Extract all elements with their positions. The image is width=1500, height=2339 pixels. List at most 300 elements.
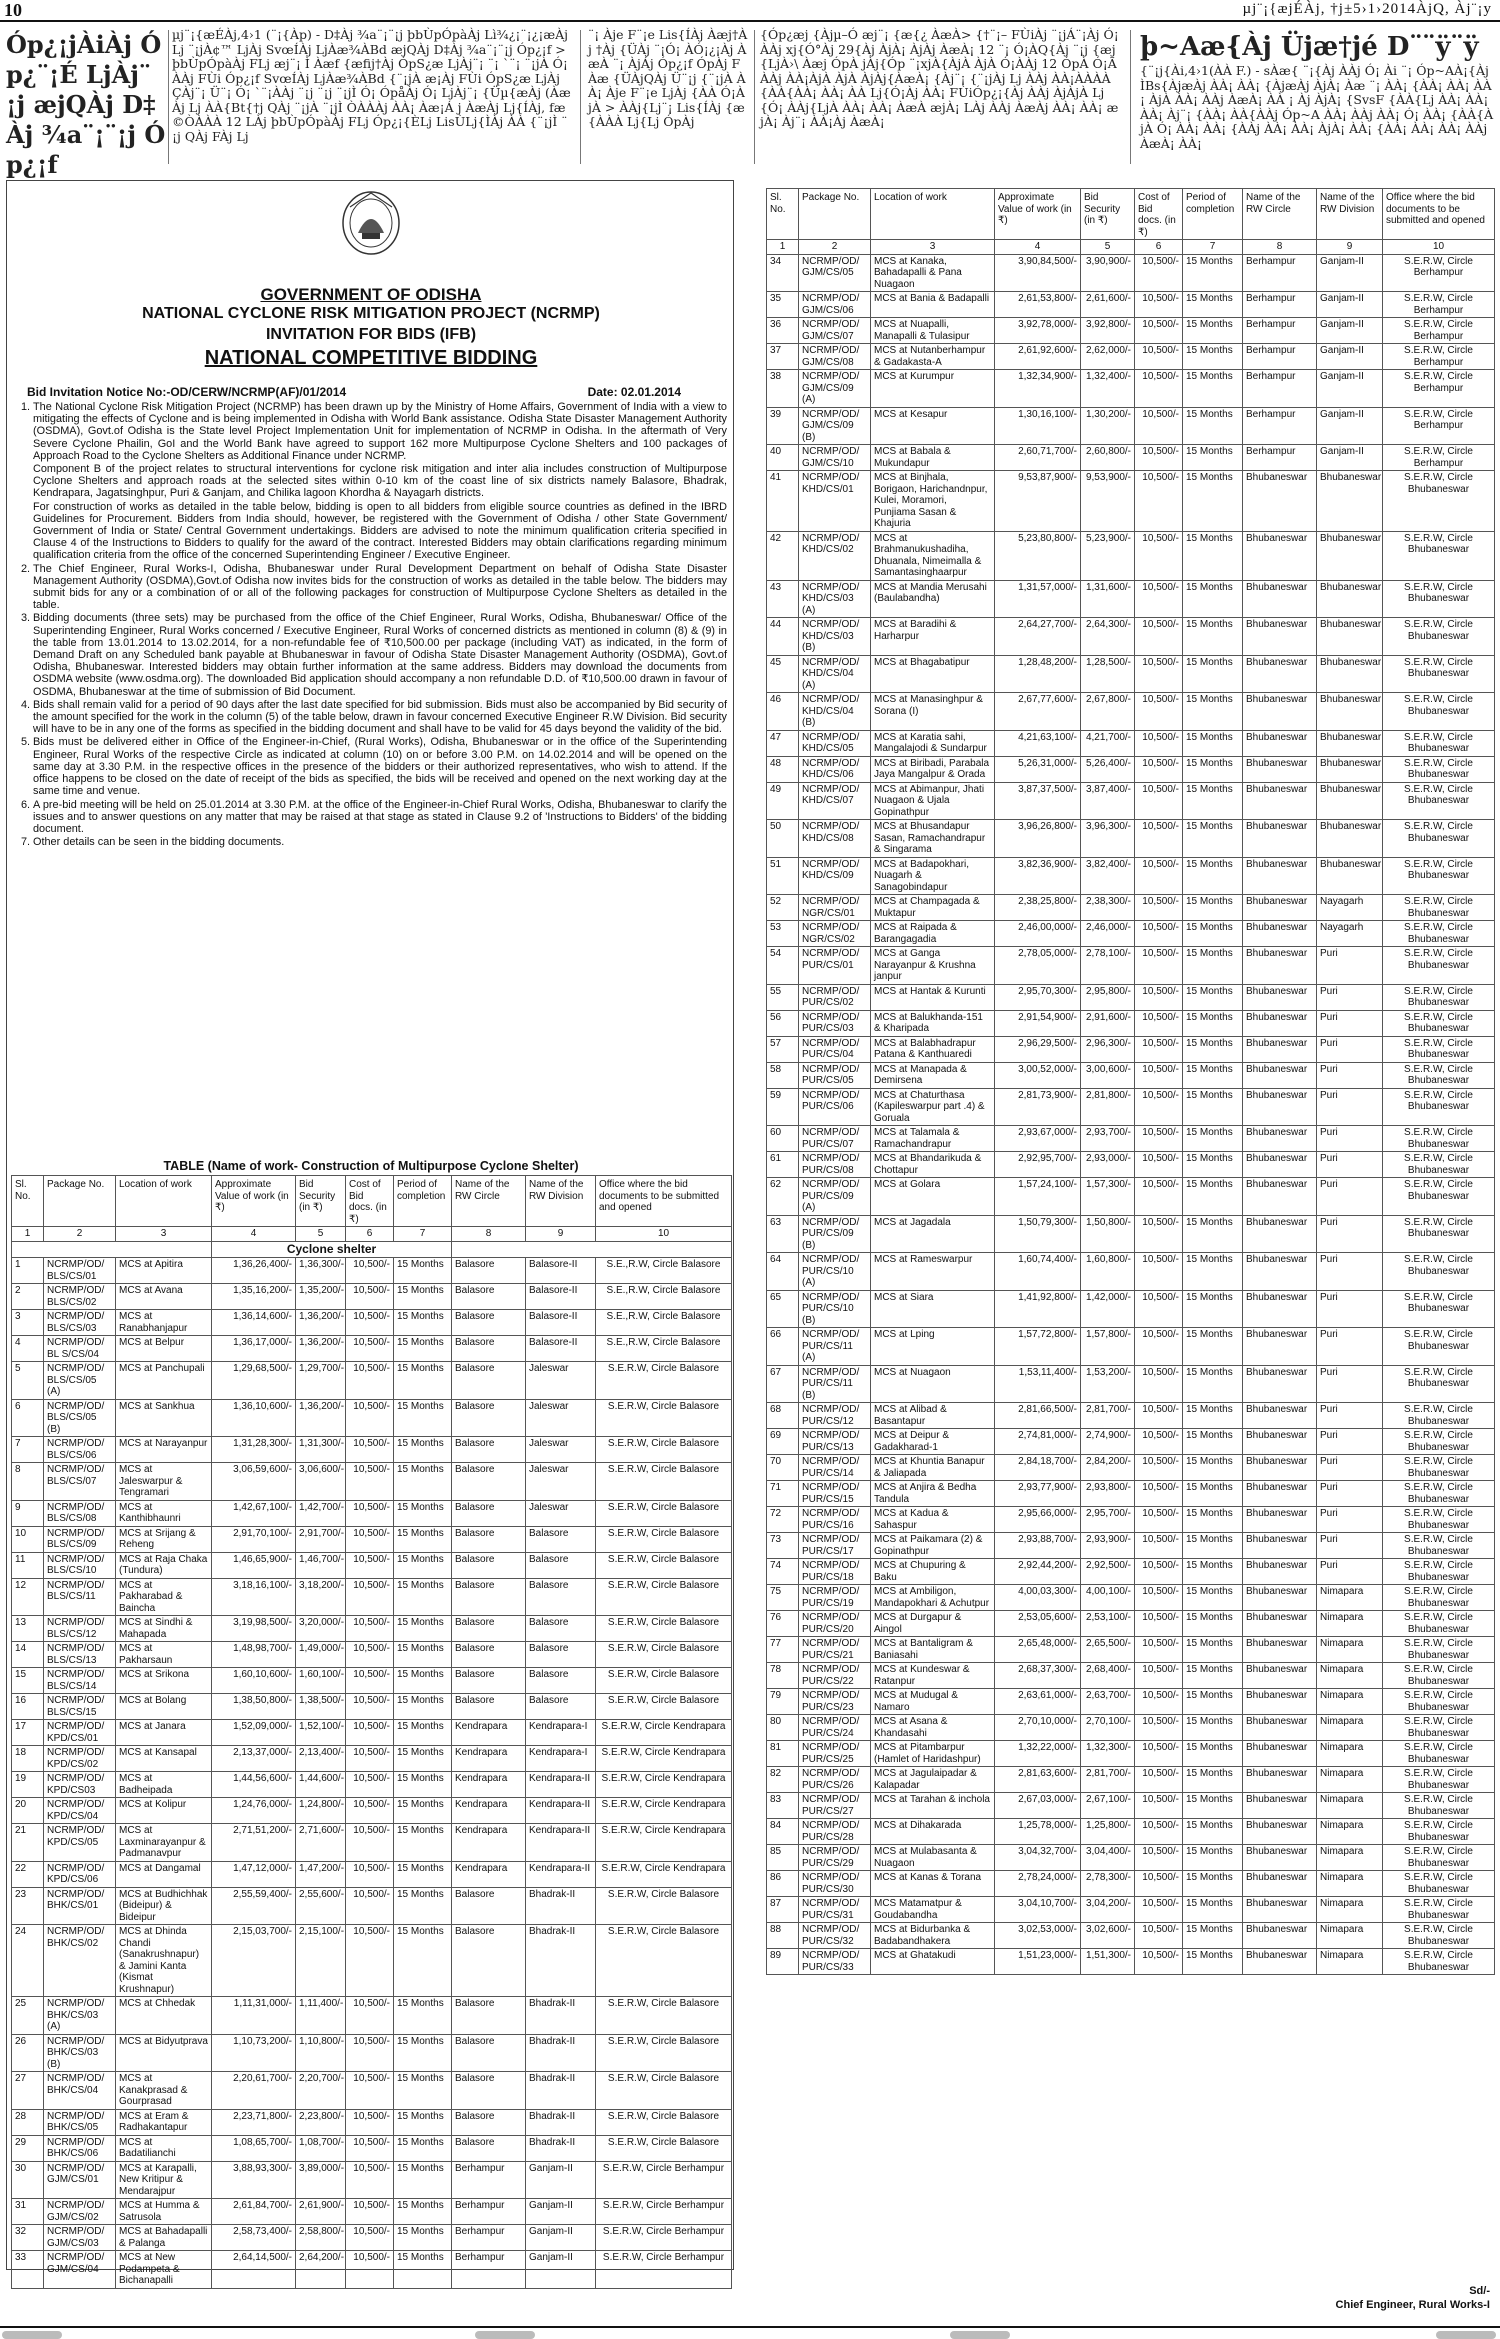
cell-rw-division: Nimapara (1317, 1637, 1383, 1663)
cell-package-no: NCRMP/OD/ GJM/CS/06 (799, 292, 871, 318)
cell-office: S.E.R.W, Circle Bhubaneswar (1383, 471, 1495, 532)
footer-bar (950, 2331, 1010, 2339)
cell-rw-division: Bhadrak-II (526, 1997, 596, 2035)
cell-rw-circle: Bhubaneswar (1243, 857, 1317, 895)
paragraph: Component B of the project relates to structural interventions for cyclone risk mitigation and inter alia includes construction of Multipurpose Cyclone Shelters and approach roads at the selected sites within 0-10 km of the coast line of six districts namely Balasore, Bhadrak, Kendrapara, Jagatsinghpur, Puri & Ganjam, and Chilika lagoon Khordha & Nayagarh districts. (33, 463, 727, 500)
column-number: 4 (995, 240, 1081, 255)
table-row (767, 1126, 1495, 1152)
cell-doc-cost: 10,500/- (1135, 1637, 1183, 1663)
cell-rw-division: Ganjam-II (1317, 445, 1383, 471)
paragraph (21, 612, 727, 697)
cell-office: S.E.R.W, Circle Bhubaneswar (1383, 1365, 1495, 1403)
cell-value: 3,92,78,000/- (995, 318, 1081, 344)
cell-doc-cost: 10,500/- (346, 1772, 394, 1798)
cell-location: MCS at Kundeswar & Ratanpur (871, 1663, 995, 1689)
table-row (767, 984, 1495, 1010)
table-row (12, 1463, 732, 1501)
paragraph (21, 836, 727, 848)
cell-package-no: NCRMP/OD/ PUR/CS/31 (799, 1897, 871, 1923)
cell-office: S.E.R.W, Circle Bhubaneswar (1383, 1126, 1495, 1152)
table-row (767, 857, 1495, 895)
cell-value: 2,95,70,300/- (995, 984, 1081, 1010)
cell-sl-no: 37 (767, 344, 799, 370)
cell-office: S.E.R.W, Circle Kendrapara (596, 1746, 732, 1772)
cell-rw-division: Kendrapara-II (526, 1861, 596, 1887)
cell-doc-cost: 10,500/- (346, 1616, 394, 1642)
cell-rw-division: Balasore-II (526, 1336, 596, 1362)
cell-bid-security: 1,42,700/- (296, 1500, 346, 1526)
cell-package-no: NCRMP/OD/ BLS/CS/10 (44, 1552, 116, 1578)
cell-sl-no: 88 (767, 1923, 799, 1949)
cell-package-no: NCRMP/OD/ KHD/CS/03 (A) (799, 580, 871, 618)
cell-doc-cost: 10,500/- (1135, 1741, 1183, 1767)
story-headline: þ~Aæ{Àj Üjæ†jé D¨¨ÿ¨ÿ (1140, 32, 1479, 62)
cell-value: 2,81,63,600/- (995, 1767, 1081, 1793)
cell-value: 2,65,48,000/- (995, 1637, 1081, 1663)
cell-value: 2,81,73,900/- (995, 1088, 1081, 1126)
column-number: 10 (1383, 240, 1495, 255)
cell-office: S.E.R.W, Circle Bhubaneswar (1383, 1793, 1495, 1819)
table-row (767, 1253, 1495, 1291)
cell-package-no: NCRMP/OD/ PUR/CS/09 (B) (799, 1215, 871, 1253)
cell-bid-security: 1,46,700/- (296, 1552, 346, 1578)
cell-value: 2,67,77,600/- (995, 693, 1081, 731)
header-period: Period of completion (1183, 189, 1243, 240)
cell-period: 15 Months (394, 2135, 452, 2161)
cell-package-no: NCRMP/OD/ BL S/CS/04 (44, 1336, 116, 1362)
cell-rw-division: Balasore-II (526, 1310, 596, 1336)
cell-office: S.E.R.W, Circle Bhubaneswar (1383, 1290, 1495, 1328)
cell-location: MCS at Chupuring & Baku (871, 1559, 995, 1585)
cell-value: 1,60,74,400/- (995, 1253, 1081, 1291)
cell-sl-no: 20 (12, 1798, 44, 1824)
cell-value: 2,53,05,600/- (995, 1611, 1081, 1637)
cell-bid-security: 2,95,800/- (1081, 984, 1135, 1010)
cell-sl-no: 25 (12, 1997, 44, 2035)
cell-sl-no: 74 (767, 1559, 799, 1585)
cell-doc-cost: 10,500/- (346, 1798, 394, 1824)
cell-bid-security: 2,78,100/- (1081, 947, 1135, 985)
cell-office: S.E.R.W, Circle Bhubaneswar (1383, 1819, 1495, 1845)
cell-doc-cost: 10,500/- (1135, 1152, 1183, 1178)
cell-period: 15 Months (1183, 618, 1243, 656)
cell-sl-no: 10 (12, 1526, 44, 1552)
cell-bid-security: 1,28,500/- (1081, 655, 1135, 693)
cell-value: 2,92,95,700/- (995, 1152, 1081, 1178)
cell-package-no: NCRMP/OD/ PUR/CS/04 (799, 1036, 871, 1062)
cell-rw-division: Kendrapara-I (526, 1746, 596, 1772)
cell-location: MCS at Balukhanda-151 & Kharipada (871, 1010, 995, 1036)
cell-sl-no: 9 (12, 1500, 44, 1526)
cell-doc-cost: 10,500/- (346, 1310, 394, 1336)
cell-period: 15 Months (1183, 1455, 1243, 1481)
cell-doc-cost: 10,500/- (346, 1997, 394, 2035)
cell-period: 15 Months (394, 1746, 452, 1772)
table-row (767, 1481, 1495, 1507)
paragraph: For construction of works as detailed in the table below, bidding is open to all bidders from eligible source countries as defined in the IBRD Guidelines for Procurement. Bidders from India should, however, be registered with the Government of Odisha / other State Government/ Government of India or State/ Central Government undertakings. Bidders are advised to note the minimum qualification criteria specified in Clause 4 of the Instructions to Bidders to qualify for the award of the contract. Interested Bidders may obtain clarifications regarding minimum qualification criteria from the office of the concerned Superintending Engineer / Executive Engineer. (33, 500, 727, 562)
paragraph-text: The National Cyclone Risk Mitigation Project (NCRMP) has been drawn up by the Ministry of Home Affairs, Government of India with a view to mitigating the effects of Cyclone and is being implemented in Odisha with World Bank assistance. Odisha State Disaster Management Authority (OSDMA), Govt.of Odisha is the State level Project Implementation Unit for implementation of NCRMP in Odisha. In the aftermath of Very Severe Cyclone Phailin, GoI and the World Bank have agreed to support 162 more Multipurpose Cyclone Shelters and 100 packages of Approach Road to the Cyclone Shelters as Additional Finance under NCRMP. (33, 401, 727, 462)
cell-sl-no: 42 (767, 531, 799, 580)
table-row (12, 1526, 732, 1552)
cell-bid-security: 2,46,000/- (1081, 921, 1135, 947)
cell-doc-cost: 10,500/- (1135, 857, 1183, 895)
table-row (767, 344, 1495, 370)
cell-rw-division: Balasore (526, 1694, 596, 1720)
column-number: 7 (394, 1227, 452, 1242)
cell-period: 15 Months (1183, 820, 1243, 858)
table-row (767, 1365, 1495, 1403)
cell-package-no: NCRMP/OD/ KHD/CS/04 (A) (799, 655, 871, 693)
table-row (12, 1997, 732, 2035)
cell-package-no: NCRMP/OD/ BHK/CS/03 (B) (44, 2034, 116, 2072)
column-divider (168, 30, 169, 164)
cell-doc-cost: 10,500/- (1135, 370, 1183, 408)
cell-location: MCS at Dihakarada (871, 1819, 995, 1845)
cell-bid-security: 1,30,200/- (1081, 407, 1135, 445)
header-doc-cost: Cost of Bid docs. (in ₹) (346, 1176, 394, 1227)
paragraph-number: 2. (21, 562, 31, 575)
cell-bid-security: 1,31,600/- (1081, 580, 1135, 618)
cell-rw-circle: Kendrapara (452, 1861, 526, 1887)
cell-value: 1,11,31,000/- (212, 1997, 296, 2035)
cell-rw-circle: Balasore (452, 1500, 526, 1526)
cell-bid-security: 2,61,900/- (296, 2199, 346, 2225)
cell-sl-no: 70 (767, 1455, 799, 1481)
cell-package-no: NCRMP/OD/ BHK/CS/01 (44, 1887, 116, 1925)
cell-bid-security: 2,63,700/- (1081, 1689, 1135, 1715)
cell-period: 15 Months (1183, 782, 1243, 820)
cell-location: MCS at Raja Chaka (Tundura) (116, 1552, 212, 1578)
cell-bid-security: 1,53,200/- (1081, 1365, 1135, 1403)
cell-location: MCS at Pakharsaun (116, 1642, 212, 1668)
cell-value: 1,47,12,000/- (212, 1861, 296, 1887)
table-row (767, 1507, 1495, 1533)
cell-period: 15 Months (1183, 531, 1243, 580)
cell-package-no: NCRMP/OD/ BLS/CS/06 (44, 1437, 116, 1463)
cell-value: 1,31,28,300/- (212, 1437, 296, 1463)
cell-office: S.E.R.W, Circle Bhubaneswar (1383, 1253, 1495, 1291)
cell-rw-division: Puri (1317, 1178, 1383, 1216)
cell-rw-circle: Balasore (452, 1437, 526, 1463)
table-row (767, 254, 1495, 292)
cell-rw-circle: Balasore (452, 1463, 526, 1501)
cell-rw-circle: Bhubaneswar (1243, 1088, 1317, 1126)
cell-doc-cost: 10,500/- (1135, 1290, 1183, 1328)
cell-value: 2,64,14,500/- (212, 2251, 296, 2289)
cell-value: 5,26,31,000/- (995, 756, 1081, 782)
cell-package-no: NCRMP/OD/ PUR/CS/20 (799, 1611, 871, 1637)
cell-period: 15 Months (1183, 730, 1243, 756)
cell-sl-no: 12 (12, 1578, 44, 1616)
cell-rw-division: Bhubaneswar (1317, 531, 1383, 580)
cell-sl-no: 7 (12, 1437, 44, 1463)
cell-location: MCS at Badatilianchi (116, 2135, 212, 2161)
cell-rw-division: Ganjam-II (526, 2251, 596, 2289)
cell-bid-security: 1,25,800/- (1081, 1819, 1135, 1845)
table-row (12, 1824, 732, 1862)
cell-value: 2,78,24,000/- (995, 1871, 1081, 1897)
cell-doc-cost: 10,500/- (346, 2225, 394, 2251)
cell-period: 15 Months (1183, 1178, 1243, 1216)
cell-doc-cost: 10,500/- (346, 1861, 394, 1887)
column-number-row (12, 1227, 732, 1242)
cell-bid-security: 2,93,700/- (1081, 1126, 1135, 1152)
table-row (12, 1616, 732, 1642)
cell-sl-no: 8 (12, 1463, 44, 1501)
cell-office: S.E.R.W, Circle Bhubaneswar (1383, 1429, 1495, 1455)
cell-value: 1,36,26,400/- (212, 1258, 296, 1284)
cell-doc-cost: 10,500/- (346, 1362, 394, 1400)
cell-rw-division: Balasore (526, 1642, 596, 1668)
cell-sl-no: 17 (12, 1720, 44, 1746)
cell-office: S.E.R.W, Circle Bhubaneswar (1383, 1455, 1495, 1481)
cell-office: S.E.R.W, Circle Balasore (596, 1526, 732, 1552)
table-row (12, 2135, 732, 2161)
cell-location: MCS at Rameswarpur (871, 1253, 995, 1291)
cell-rw-division: Balasore (526, 1552, 596, 1578)
cell-location: MCS at Dangamal (116, 1861, 212, 1887)
table-row (12, 1642, 732, 1668)
cell-sl-no: 43 (767, 580, 799, 618)
cell-value: 2,61,53,800/- (995, 292, 1081, 318)
table-row (12, 1720, 732, 1746)
cell-value: 2,70,10,000/- (995, 1715, 1081, 1741)
cell-bid-security: 1,49,000/- (296, 1642, 346, 1668)
cell-rw-circle: Balasore (452, 1578, 526, 1616)
cell-package-no: NCRMP/OD/ BHK/CS/04 (44, 2072, 116, 2110)
table-row (12, 1925, 732, 1997)
cell-office: S.E.,R.W, Circle Balasore (596, 1310, 732, 1336)
cell-bid-security: 2,93,000/- (1081, 1152, 1135, 1178)
table-row (12, 1258, 732, 1284)
cell-period: 15 Months (394, 1997, 452, 2035)
cell-rw-circle: Bhubaneswar (1243, 1559, 1317, 1585)
tender-notice (6, 180, 734, 2286)
cell-rw-circle: Bhubaneswar (1243, 1126, 1317, 1152)
cell-rw-division: Puri (1317, 1403, 1383, 1429)
cell-rw-circle: Bhubaneswar (1243, 1328, 1317, 1366)
cell-package-no: NCRMP/OD/ PUR/CS/30 (799, 1871, 871, 1897)
cell-rw-division: Nayagarh (1317, 921, 1383, 947)
cell-rw-circle: Bhubaneswar (1243, 1845, 1317, 1871)
table-row (767, 1897, 1495, 1923)
cell-value: 1,52,09,000/- (212, 1720, 296, 1746)
cell-doc-cost: 10,500/- (1135, 1429, 1183, 1455)
table-row (12, 1694, 732, 1720)
column-number: 3 (116, 1227, 212, 1242)
cell-bid-security: 2,13,400/- (296, 1746, 346, 1772)
cell-package-no: NCRMP/OD/ PUR/CS/09 (A) (799, 1178, 871, 1216)
table-row (12, 1336, 732, 1362)
cell-period: 15 Months (1183, 1533, 1243, 1559)
cell-value: 1,60,10,600/- (212, 1668, 296, 1694)
cell-value: 9,53,87,900/- (995, 471, 1081, 532)
cell-sl-no: 71 (767, 1481, 799, 1507)
cell-value: 3,82,36,900/- (995, 857, 1081, 895)
cell-doc-cost: 10,500/- (1135, 1559, 1183, 1585)
cell-rw-circle: Bhubaneswar (1243, 1689, 1317, 1715)
cell-doc-cost: 10,500/- (346, 2072, 394, 2110)
cell-rw-circle: Balasore (452, 1925, 526, 1997)
cell-value: 3,00,52,000/- (995, 1062, 1081, 1088)
table-row (767, 921, 1495, 947)
cell-rw-division: Bhadrak-II (526, 2109, 596, 2135)
table-header-row (767, 189, 1495, 240)
cell-office: S.E.R.W, Circle Bhubaneswar (1383, 618, 1495, 656)
cell-location: MCS at Narayanpur (116, 1437, 212, 1463)
cell-office: S.E.R.W, Circle Bhubaneswar (1383, 820, 1495, 858)
cell-rw-circle: Bhubaneswar (1243, 782, 1317, 820)
cell-doc-cost: 10,500/- (1135, 1126, 1183, 1152)
cell-doc-cost: 10,500/- (1135, 471, 1183, 532)
cell-location: MCS at Avana (116, 1284, 212, 1310)
cell-doc-cost: 10,500/- (1135, 1328, 1183, 1366)
table-row (767, 1178, 1495, 1216)
cell-location: MCS at Bhandarikuda & Chottapur (871, 1152, 995, 1178)
paper-dateline: µj¨¡{æjÉÀj, †j±5›1›2014ÀjQ, Àj¨¡y (1242, 1, 1492, 17)
table-row (767, 1611, 1495, 1637)
cell-sl-no: 44 (767, 618, 799, 656)
cell-value: 4,21,63,100/- (995, 730, 1081, 756)
cell-sl-no: 30 (12, 2161, 44, 2199)
cell-location: MCS at Raipada & Barangagadia (871, 921, 995, 947)
cell-period: 15 Months (1183, 1819, 1243, 1845)
header-sl-no: Sl. No. (12, 1176, 44, 1227)
cell-bid-security: 2,84,200/- (1081, 1455, 1135, 1481)
paragraph-number: 1. (21, 401, 31, 413)
cell-package-no: NCRMP/OD/ BLS/CS/02 (44, 1284, 116, 1310)
cell-office: S.E.R.W, Circle Kendrapara (596, 1824, 732, 1862)
cell-doc-cost: 10,500/- (1135, 1088, 1183, 1126)
cell-doc-cost: 10,500/- (1135, 730, 1183, 756)
notice-reference: Bid Invitation Notice No:-OD/CERW/NCRMP(AF)/01/2014 (27, 385, 347, 399)
cell-location: MCS at Abimanpur, Jhati Nuagaon & Ujala Gopinathpur (871, 782, 995, 820)
cell-rw-circle: Bhubaneswar (1243, 1481, 1317, 1507)
cell-rw-division: Jaleswar (526, 1399, 596, 1437)
cell-package-no: NCRMP/OD/ BHK/CS/02 (44, 1925, 116, 1997)
header-bid-security: Bid Security (in ₹) (296, 1176, 346, 1227)
cell-period: 15 Months (394, 2251, 452, 2289)
cell-period: 15 Months (1183, 655, 1243, 693)
cell-package-no: NCRMP/OD/ PUR/CS/27 (799, 1793, 871, 1819)
header-office: Office where the bid documents to be submitted and opened (1383, 189, 1495, 240)
column-number-row (767, 240, 1495, 255)
cell-location: MCS at Jaleswarpur & Tengramari (116, 1463, 212, 1501)
cell-sl-no: 52 (767, 895, 799, 921)
cell-value: 1,48,98,700/- (212, 1642, 296, 1668)
cell-rw-circle: Balasore (452, 1887, 526, 1925)
cell-doc-cost: 10,500/- (346, 2109, 394, 2135)
cell-value: 1,50,79,300/- (995, 1215, 1081, 1253)
cell-office: S.E.R.W, Circle Balasore (596, 2135, 732, 2161)
cell-value: 2,23,71,800/- (212, 2109, 296, 2135)
cell-rw-division: Puri (1317, 1062, 1383, 1088)
cell-doc-cost: 10,500/- (1135, 693, 1183, 731)
cell-bid-security: 1,57,300/- (1081, 1178, 1135, 1216)
cell-location: MCS at Kesapur (871, 407, 995, 445)
cell-rw-circle: Bhubaneswar (1243, 1767, 1317, 1793)
cell-sl-no: 58 (767, 1062, 799, 1088)
cell-office: S.E.R.W, Circle Balasore (596, 1997, 732, 2035)
cell-bid-security: 1,36,200/- (296, 1399, 346, 1437)
cell-period: 15 Months (394, 1668, 452, 1694)
cell-sl-no: 49 (767, 782, 799, 820)
cell-location: MCS at Talamala & Ramachandrapur (871, 1126, 995, 1152)
cell-sl-no: 19 (12, 1772, 44, 1798)
cell-rw-division: Ganjam-II (1317, 318, 1383, 344)
cell-doc-cost: 10,500/- (346, 1284, 394, 1310)
cell-value: 3,18,16,100/- (212, 1578, 296, 1616)
cell-office: S.E.R.W, Circle Bhubaneswar (1383, 1663, 1495, 1689)
cell-value: 3,90,84,500/- (995, 254, 1081, 292)
cell-location: MCS at Janara (116, 1720, 212, 1746)
cell-bid-security: 5,26,400/- (1081, 756, 1135, 782)
cell-rw-circle: Bhubaneswar (1243, 1403, 1317, 1429)
cell-sl-no: 51 (767, 857, 799, 895)
cell-value: 1,29,68,500/- (212, 1362, 296, 1400)
cell-office: S.E.R.W, Circle Balasore (596, 1362, 732, 1400)
cell-package-no: NCRMP/OD/ GJM/CS/01 (44, 2161, 116, 2199)
cell-package-no: NCRMP/OD/ PUR/CS/11 (A) (799, 1328, 871, 1366)
cell-rw-division: Puri (1317, 1010, 1383, 1036)
cell-bid-security: 2,64,300/- (1081, 618, 1135, 656)
cell-bid-security: 3,06,600/- (296, 1463, 346, 1501)
cell-doc-cost: 10,500/- (346, 1258, 394, 1284)
regional-script-band (0, 24, 1500, 179)
cell-location: MCS at Ambiligon, Mandapokhari & Achutpur (871, 1585, 995, 1611)
header-package-no: Package No. (44, 1176, 116, 1227)
cell-location: MCS at Badapokhari, Nuagarh & Sanagobindapur (871, 857, 995, 895)
cell-value: 2,91,54,900/- (995, 1010, 1081, 1036)
table-row (12, 1284, 732, 1310)
cell-sl-no: 11 (12, 1552, 44, 1578)
cell-rw-division: Kendrapara-II (526, 1772, 596, 1798)
cell-rw-circle: Bhubaneswar (1243, 531, 1317, 580)
cell-sl-no: 16 (12, 1694, 44, 1720)
paragraph-number: 4. (21, 698, 31, 711)
header-rw-division: Name of the RW Division (526, 1176, 596, 1227)
cell-rw-division: Puri (1317, 1559, 1383, 1585)
cell-rw-circle: Bhubaneswar (1243, 1741, 1317, 1767)
cell-package-no: NCRMP/OD/ NGR/CS/02 (799, 921, 871, 947)
cell-value: 3,87,37,500/- (995, 782, 1081, 820)
cell-period: 15 Months (1183, 344, 1243, 370)
paragraph (21, 563, 727, 612)
cell-office: S.E.R.W, Circle Kendrapara (596, 1861, 732, 1887)
cell-package-no: NCRMP/OD/ KHD/CS/09 (799, 857, 871, 895)
cell-location: MCS at Kanthibhaunri (116, 1500, 212, 1526)
cell-location: MCS at Humma & Satrusola (116, 2199, 212, 2225)
cell-rw-division: Ganjam-II (1317, 292, 1383, 318)
cell-office: S.E.R.W, Circle Berhampur (1383, 318, 1495, 344)
cell-package-no: NCRMP/OD/ PUR/CS/14 (799, 1455, 871, 1481)
cell-package-no: NCRMP/OD/ PUR/CS/18 (799, 1559, 871, 1585)
cell-rw-division: Puri (1317, 1365, 1383, 1403)
cell-location: MCS at Brahmanukushadiha, Dhuanala, Nimeimalla & Samantasinghaarpur (871, 531, 995, 580)
cell-rw-division: Puri (1317, 1253, 1383, 1291)
cell-period: 15 Months (1183, 1507, 1243, 1533)
cell-sl-no: 54 (767, 947, 799, 985)
cell-doc-cost: 10,500/- (1135, 1897, 1183, 1923)
cell-office: S.E.R.W, Circle Bhubaneswar (1383, 730, 1495, 756)
cell-office: S.E.R.W, Circle Bhubaneswar (1383, 1062, 1495, 1088)
cell-package-no: NCRMP/OD/ PUR/CS/02 (799, 984, 871, 1010)
cell-rw-division: Nayagarh (1317, 895, 1383, 921)
column-number: 1 (12, 1227, 44, 1242)
cell-value: 2,64,27,700/- (995, 618, 1081, 656)
cell-office: S.E.R.W, Circle Bhubaneswar (1383, 1845, 1495, 1871)
cell-period: 15 Months (1183, 756, 1243, 782)
